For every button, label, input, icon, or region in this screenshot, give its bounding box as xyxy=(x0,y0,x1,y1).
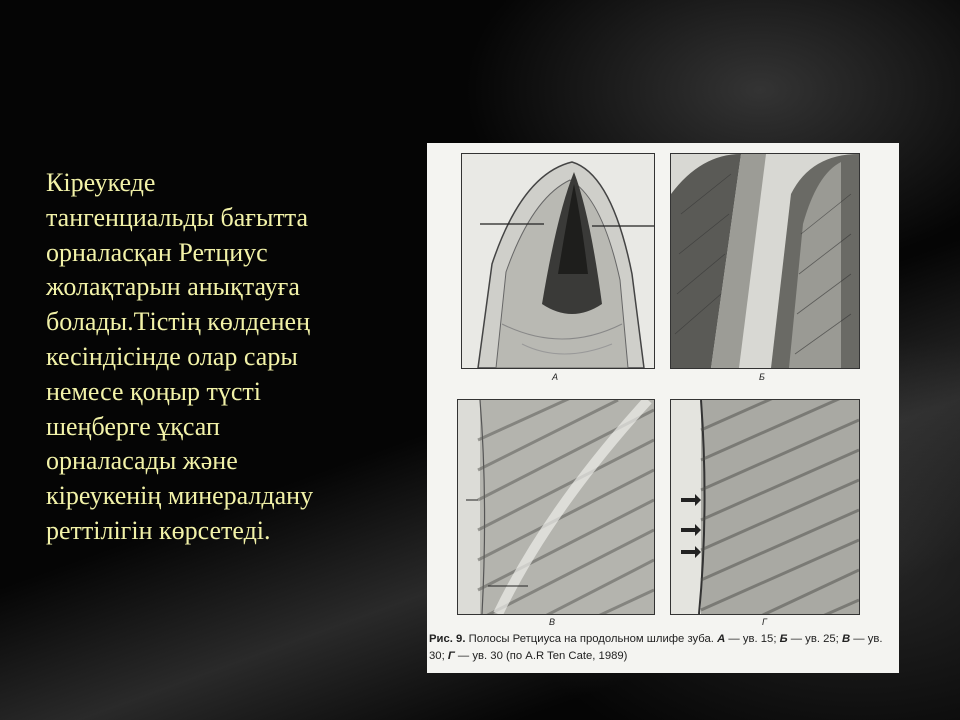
panel-b-label: Б xyxy=(759,372,765,382)
panel-a-label: А xyxy=(552,372,559,382)
panel-g-retzius-lines xyxy=(670,399,860,615)
panel-a-tooth-section xyxy=(461,153,655,369)
panel-b-enamel-detail xyxy=(670,153,860,369)
panel-g-label: Г xyxy=(762,617,767,627)
retzius-figure xyxy=(427,143,899,673)
figure-caption: Рис. 9. Полосы Ретциуса на продольном шлифе зуба. А — ув. 15; Б — ув. 25; В — ув. 30; Г — ув. 30 (по A.R Ten Cate, 1989) xyxy=(429,633,883,662)
body-text: Кіреукеде тангенциальды бағытта орналасқан Ретциус жолақтарын анықтауға болады.Тістің көлденең кесіндісінде олар сары немесе қоңыр түсті шеңберге ұқсап орналасады және кіреукенің минералдану реттілігін көрсетеді. xyxy=(46,168,314,545)
panel-v-retzius-lines xyxy=(457,399,655,615)
panel-v-label: В xyxy=(549,617,556,627)
